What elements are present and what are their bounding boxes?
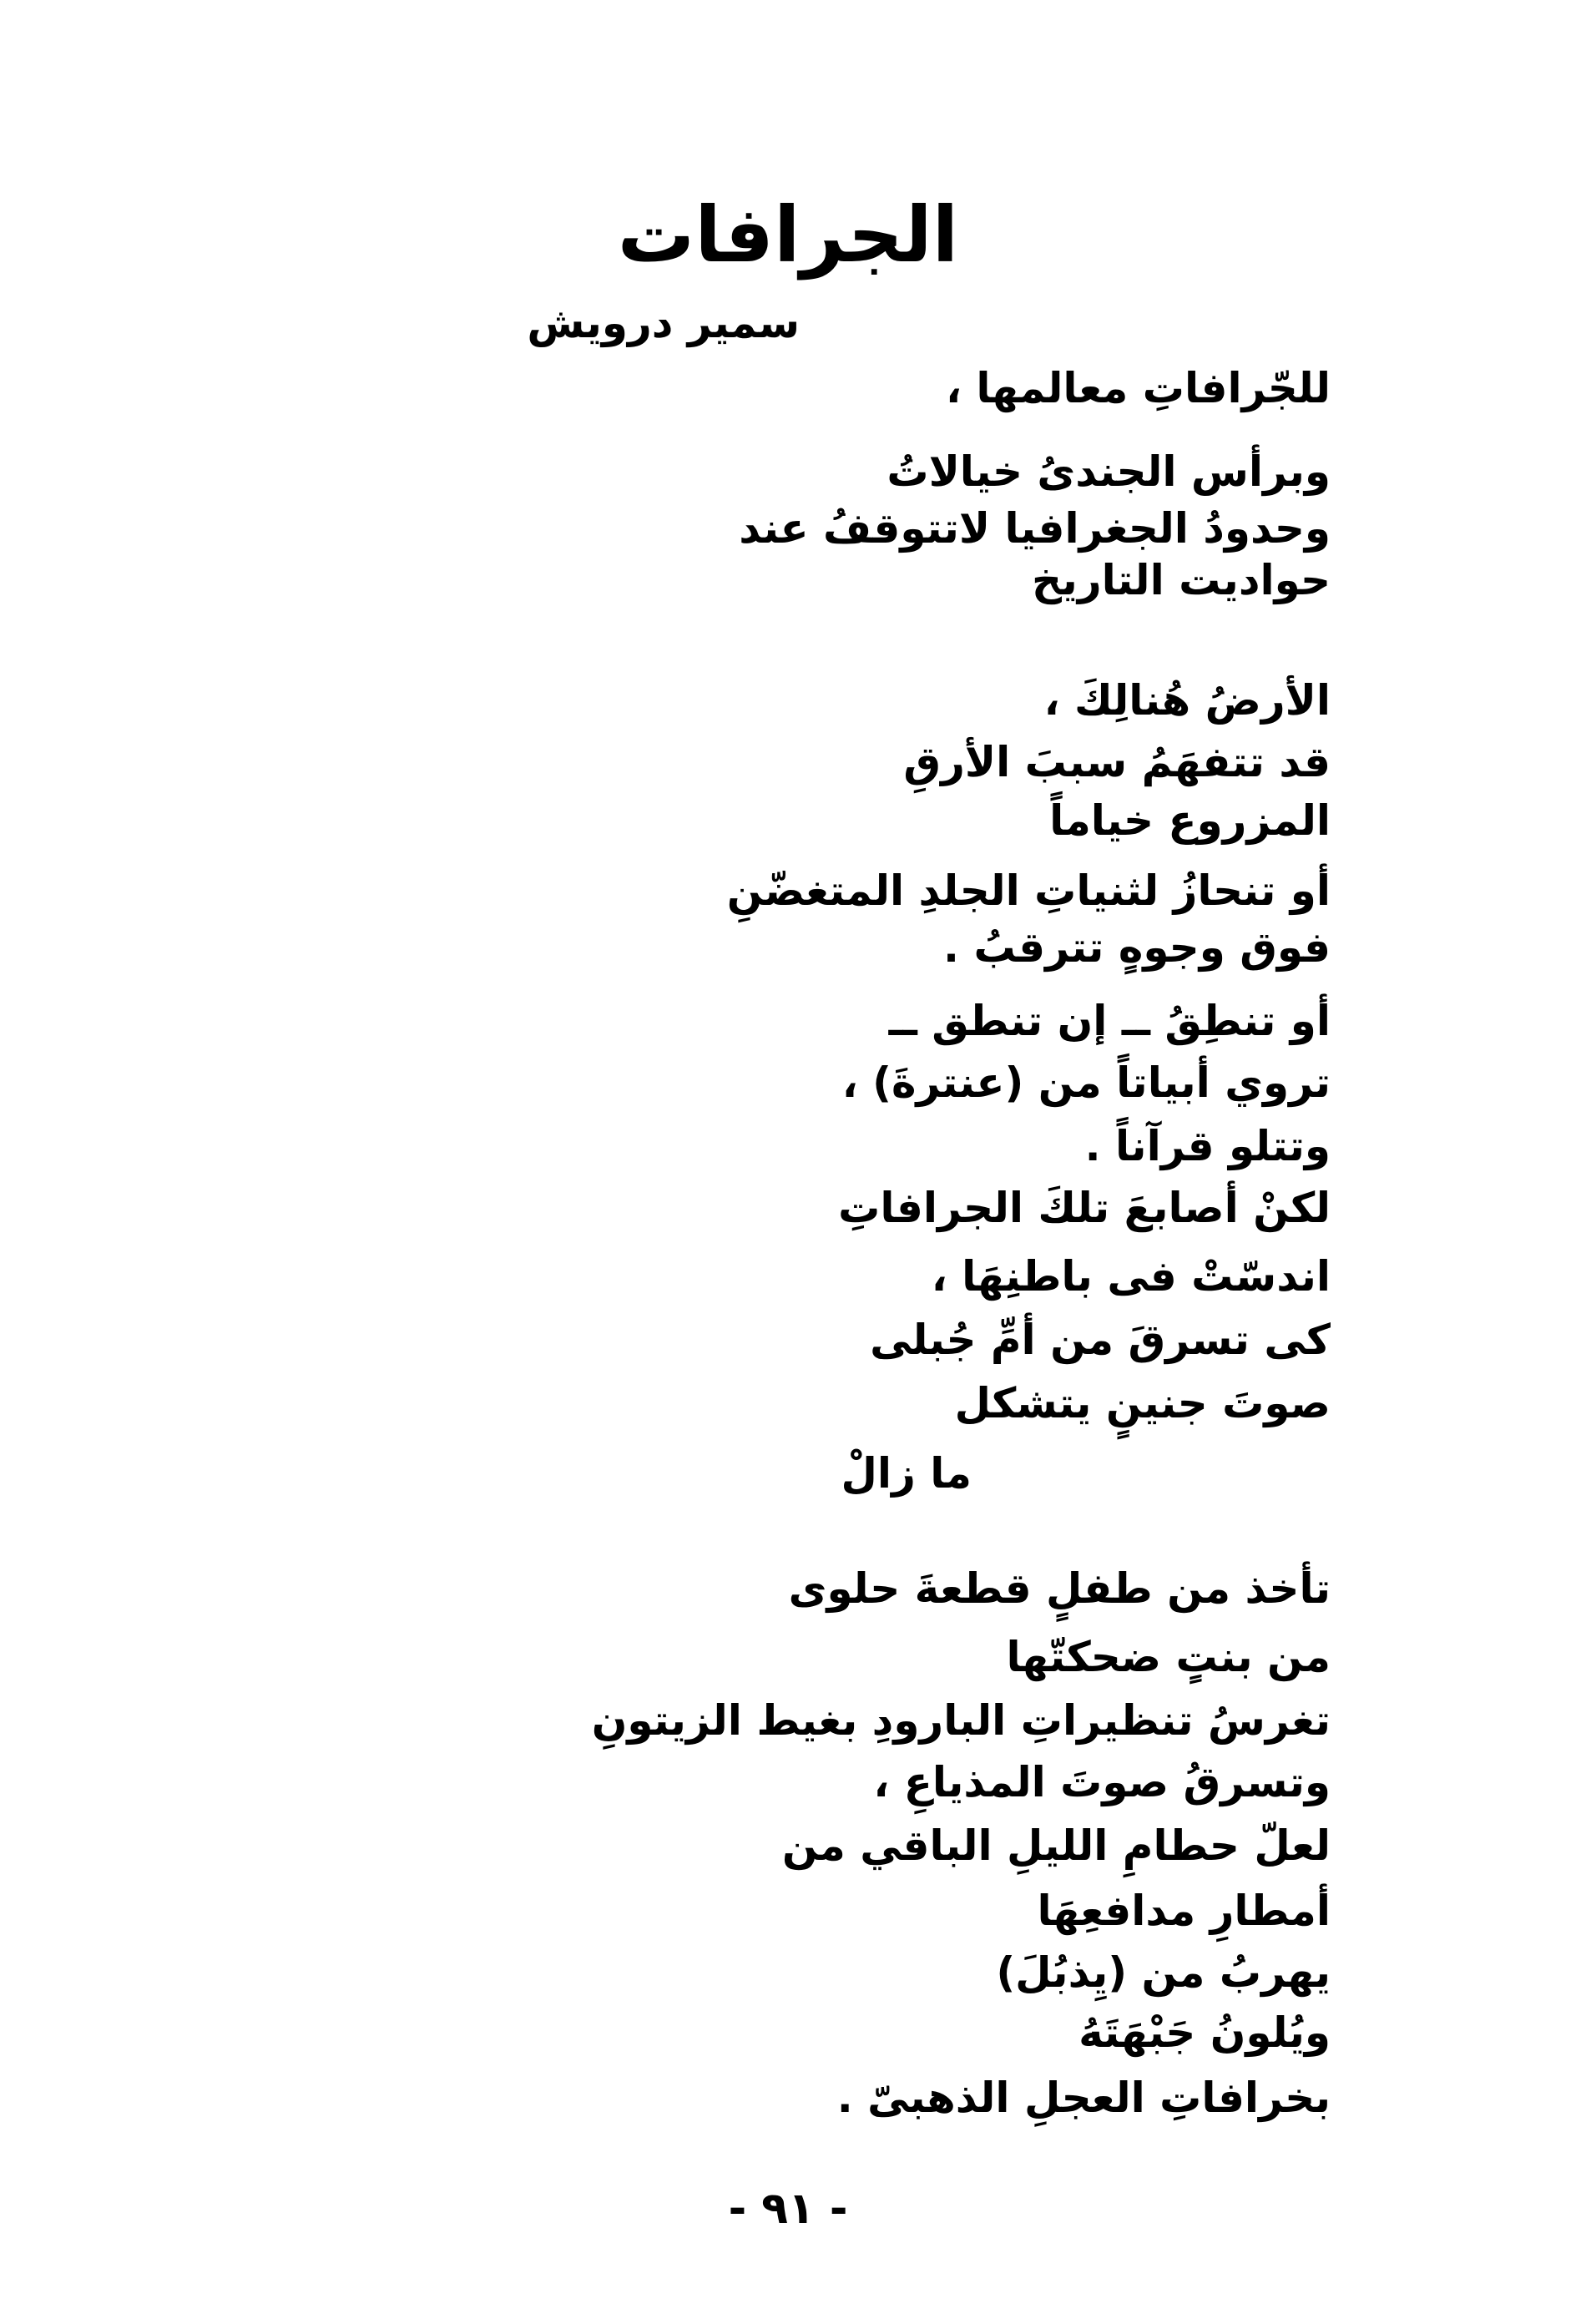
poem-line: ما زالْ [841,1449,972,1498]
poem-title: الجرافات [617,190,959,280]
poem-line: فوق وجوهٍ تترقبُ . [943,923,1331,972]
poem-line: لكنْ أصابعَ تلكَ الجرافاتِ [838,1184,1331,1232]
poem-line: أو تنحازُ لثنياتِ الجلدِ المتغضّنِ [726,866,1331,915]
poem-line: أو تنطِقُ ــ إن تنطق ــ [888,997,1331,1045]
poem-line: حواديت التاريخ [1032,556,1331,604]
poem-line: اندسّتْ فى باطنِهَا ، [931,1252,1331,1301]
poem-line: كى تسرقَ من أمِّ جُبلى [870,1316,1331,1364]
poem-line: ويُلونُ جَبْهَتَهُ [1078,2008,1331,2057]
poem-line: للجّرافاتِ معالمها ، [945,364,1331,412]
poem-line: وحدودُ الجغرافيا لاتتوقفُ عند [739,504,1331,553]
poem-line: من بنتٍ ضحكتّها [1006,1633,1331,1681]
poem-line: وتتلو قرآناً . [1084,1122,1331,1170]
poem-line: وتسرقُ صوتَ المذياعِ ، [873,1758,1331,1806]
poem-line: الأرضُ هُنالِكَ ، [1043,676,1331,725]
poem-line: قد تتفهَمُ سببَ الأرقِ [903,738,1331,786]
poem-line: لعلّ حطامِ الليلِ الباقي من [781,1821,1331,1870]
poem-line: صوتَ جنينٍ يتشكل [954,1379,1331,1427]
poem-line: أمطارِ مدافعِهَا [1037,1887,1331,1935]
page-number: - ٩١ - [728,2184,848,2234]
poem-line: وبرأس الجندىُ خيالاتُ [886,447,1331,496]
poem-line: يهربُ من (يِذبُلَ) [996,1948,1331,1997]
poem-line: المزروع خياماً [1049,796,1331,845]
poem-author: سمير درويش [527,299,800,347]
poem-line: تغرسُ تنظيراتِ البارودِ بغيط الزيتونِ [591,1696,1331,1745]
poem-line: تأخذ من طفلٍ قطعةَ حلوى [788,1564,1331,1613]
poem-line: تروي أبياتاً من (عنترةَ) ، [841,1058,1331,1107]
poem-line: بخرافاتِ العجلِ الذهبىّ . [836,2074,1331,2122]
